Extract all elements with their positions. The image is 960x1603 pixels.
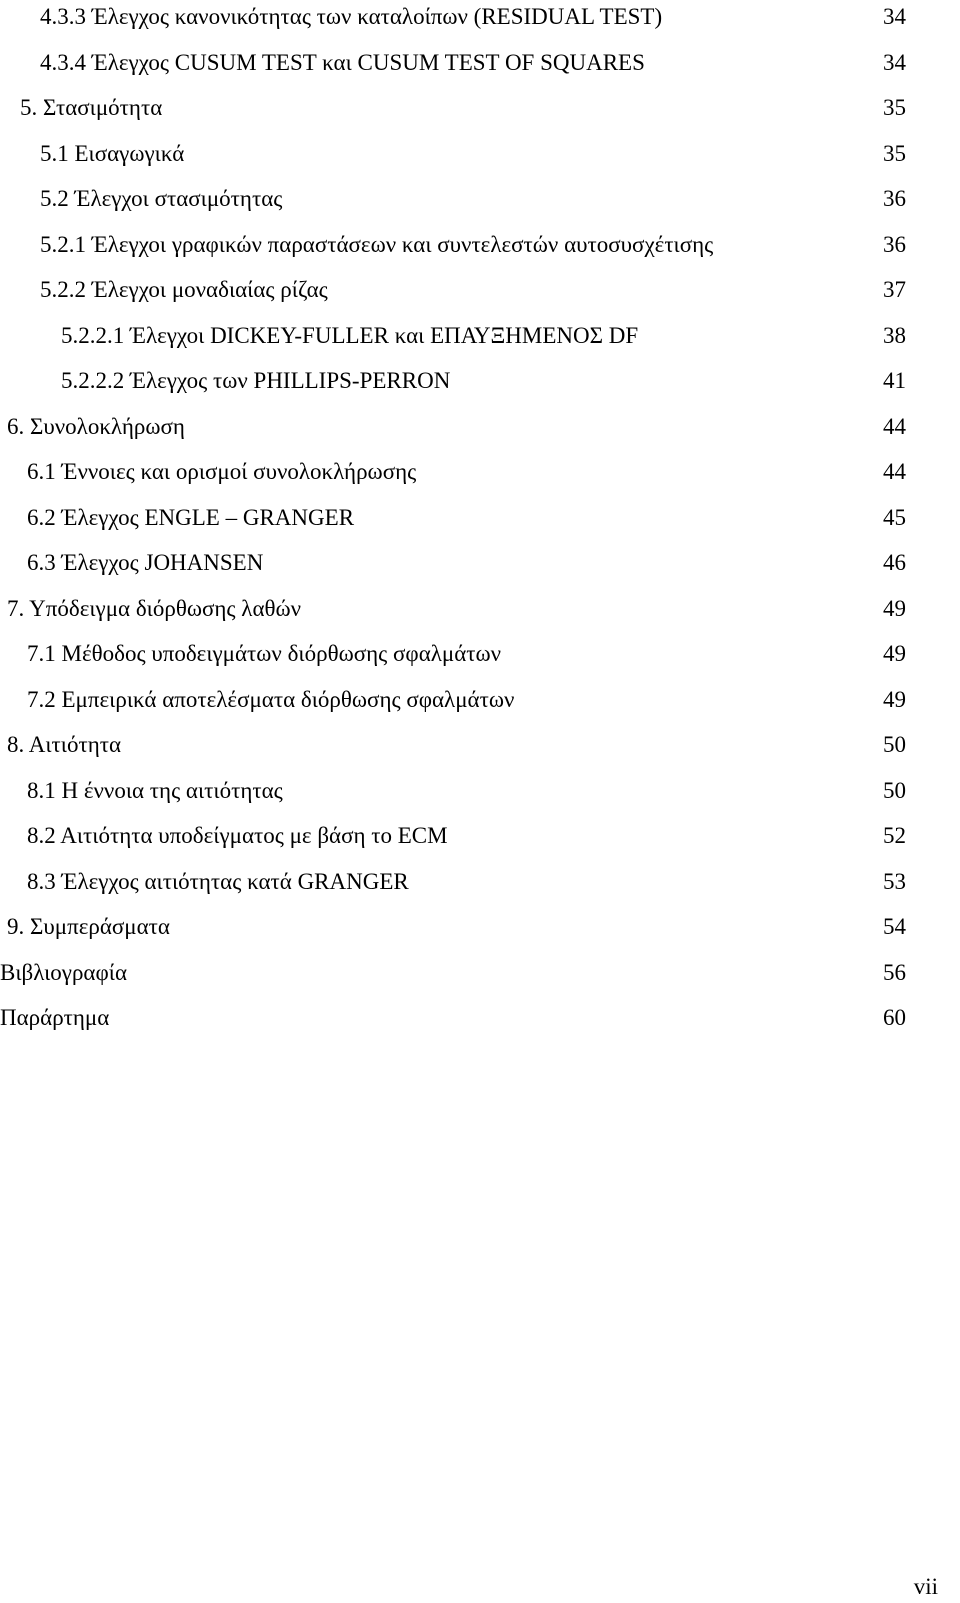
toc-entry-page: 46 [883, 550, 906, 575]
toc-entry-title: 7.2 Εμπειρικά αποτελέσματα διόρθωσης σφαλμάτων [27, 686, 515, 712]
toc-entry [0, 48, 960, 78]
toc-entry-page: 45 [883, 504, 906, 530]
toc-entry-page: 37 [883, 277, 906, 302]
toc-entry-title: 5.2.1 Έλεγχοι γραφικών παραστάσεων και συντελεστών αυτοσυσχέτισης [40, 231, 714, 257]
toc-entry-title: 5.2.2.1 Έλεγχοι DICKEY-FULLER και ΕΠΑΥΞΗΜΕΝΟΣ DF [61, 322, 639, 348]
toc-entry-page: 35 [883, 140, 906, 166]
toc-entry [0, 503, 960, 533]
toc-entry-title: 6.2 Έλεγχος ENGLE – GRANGER [27, 504, 355, 530]
toc-entry-title: 8.1 Η έννοια της αιτιότητας [27, 777, 283, 803]
toc-entry-page: 54 [883, 914, 906, 939]
toc-entry-title: Βιβλιογραφία [0, 959, 127, 985]
toc-entry [0, 776, 960, 806]
toc-entry-page: 38 [883, 322, 906, 348]
toc-entry-title: 8. Αιτιότητα [7, 732, 122, 757]
toc-entry-page: 53 [883, 868, 906, 894]
toc-entry [0, 594, 960, 624]
toc-entry-page: 36 [883, 231, 906, 257]
toc-entry-page: 49 [883, 595, 906, 621]
toc-entry [0, 412, 960, 442]
toc-entry-title: 4.3.4 Έλεγχος CUSUM TEST και CUSUM TEST OF SQUARES [40, 49, 645, 75]
toc-entry [0, 230, 960, 260]
toc-entry-title: 5.2 Έλεγχοι στασιμότητας [40, 186, 283, 211]
toc-entry-title: 6.3 Έλεγχος JOHANSEN [27, 550, 264, 575]
toc-entry-page: 49 [883, 641, 906, 666]
toc-entry [0, 867, 960, 897]
toc-entry-title: 5.2.2 Έλεγχοι μοναδιαίας ρίζας [40, 277, 328, 302]
toc-entry-page: 44 [883, 459, 906, 484]
toc-entry-title: 8.3 Έλεγχος αιτιότητας κατά GRANGER [27, 868, 409, 894]
toc-entry-title: 5. Στασιμότητα [20, 95, 163, 120]
toc-entry-page: 34 [883, 4, 906, 29]
toc-entry [0, 730, 960, 760]
toc-entry [0, 548, 960, 578]
toc-entry [0, 1003, 960, 1033]
toc-entry [0, 639, 960, 669]
toc-entry [0, 2, 960, 32]
toc-entry-title: 9. Συμπεράσματα [7, 914, 170, 939]
toc-entry-page: 52 [883, 823, 906, 848]
toc-entry-title: 5.1 Εισαγωγικά [40, 140, 185, 166]
toc-entry [0, 184, 960, 214]
toc-entry-page: 35 [883, 95, 906, 120]
toc-entry-title: 6. Συνολοκλήρωση [7, 413, 185, 439]
toc-entry [0, 958, 960, 988]
toc-entry-title: 7.1 Μέθοδος υποδειγμάτων διόρθωσης σφαλμάτων [27, 641, 502, 666]
toc-entry-title: 5.2.2.2 Έλεγχος των PHILLIPS-PERRON [61, 368, 451, 393]
toc-entry-page: 34 [883, 49, 906, 75]
toc-entry-title: Παράρτημα [0, 1005, 110, 1030]
toc-entry-page: 44 [883, 413, 906, 439]
toc-entry [0, 93, 960, 123]
toc-entry [0, 139, 960, 169]
toc-entry-page: 36 [883, 186, 906, 211]
toc-entry [0, 366, 960, 396]
toc-entry-title: 4.3.3 Έλεγχος κανονικότητας των καταλοίπων (RESIDUAL TEST) [40, 4, 663, 29]
toc-entry-page: 41 [883, 368, 906, 393]
toc-entry [0, 275, 960, 305]
toc-entry [0, 321, 960, 351]
toc-entry [0, 912, 960, 942]
toc-entry-title: 7. Υπόδειγμα διόρθωσης λαθών [7, 595, 302, 621]
toc-entry-title: 8.2 Αιτιότητα υποδείγματος με βάση το ECM [27, 823, 448, 848]
toc-entry [0, 685, 960, 715]
toc-entry [0, 457, 960, 487]
toc-entry-page: 50 [883, 777, 906, 803]
page-number: vii [913, 1574, 938, 1599]
toc-entry-page: 49 [883, 686, 906, 712]
toc-entry-page: 50 [883, 732, 906, 757]
toc-entry [0, 821, 960, 851]
toc-entry-page: 56 [883, 959, 906, 985]
toc-entry-page: 60 [883, 1005, 906, 1030]
toc-entry-title: 6.1 Έννοιες και ορισμοί συνολοκλήρωσης [27, 459, 417, 484]
